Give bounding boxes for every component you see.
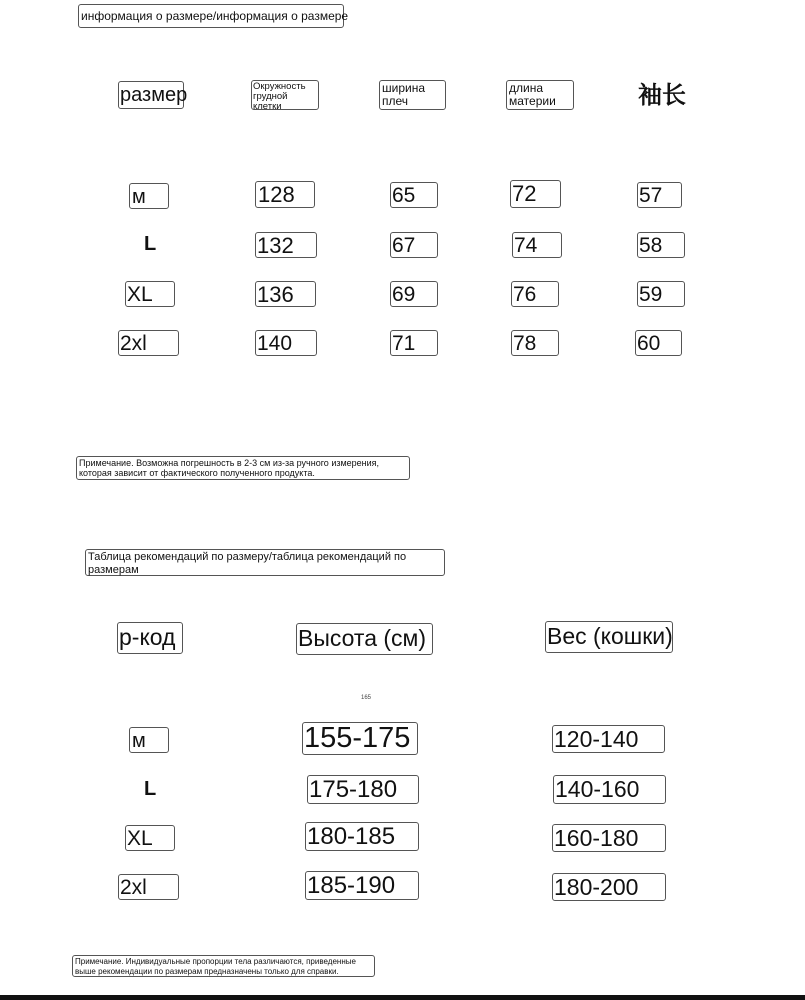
length-cell-xl: 76 [511, 281, 559, 307]
shoulder-cell-2xl: 71 [390, 330, 438, 356]
header-weight: Вес (кошки) [545, 621, 673, 653]
chest-cell-2xl: 140 [255, 330, 317, 356]
recommendation-title: Таблица рекомендаций по размеру/таблица рекомендаций по размерам [85, 549, 445, 576]
weight-cell-xl: 160-180 [552, 824, 666, 852]
shoulder-cell-l: 67 [390, 232, 438, 258]
small-mark: 165 [361, 695, 372, 701]
header-height: Высота (см) [296, 623, 433, 655]
weight-cell-l: 140-160 [553, 775, 666, 804]
chest-cell-xl: 136 [255, 281, 316, 307]
shoulder-cell-m: 65 [390, 182, 438, 208]
sleeve-cell-m: 57 [637, 182, 682, 208]
height-cell-xl: 180-185 [305, 822, 419, 851]
height-cell-2xl: 185-190 [305, 871, 419, 900]
shoulder-cell-xl: 69 [390, 281, 438, 307]
bottom-border [0, 995, 805, 1000]
code-cell-m: м [129, 727, 169, 753]
length-cell-2xl: 78 [511, 330, 559, 356]
code-cell-2xl: 2xl [118, 874, 179, 900]
measurement-note: Примечание. Возможна погрешность в 2-3 см из-за ручного измерения, которая зависит от фактического полученного продукта. [76, 456, 410, 480]
code-cell-l: L [144, 778, 157, 800]
height-cell-l: 175-180 [307, 775, 419, 804]
length-cell-l: 74 [512, 232, 562, 258]
length-cell-m: 72 [510, 180, 561, 208]
header-shoulder: ширина плеч [379, 80, 446, 110]
height-cell-m: 155-175 [302, 722, 418, 755]
size-cell-l: L [144, 233, 157, 255]
header-length: длина материи [506, 80, 574, 110]
sleeve-cell-l: 58 [637, 232, 685, 258]
weight-cell-2xl: 180-200 [552, 873, 666, 901]
size-cell-2xl: 2xl [118, 330, 179, 356]
header-sleeve: 袖长 [638, 82, 686, 109]
header-code: р-код [117, 622, 183, 654]
size-info-title: информация о размере/информация о размере [78, 4, 344, 28]
sleeve-cell-xl: 59 [637, 281, 685, 307]
size-cell-xl: XL [125, 281, 175, 307]
size-cell-m: м [129, 183, 169, 209]
chest-cell-l: 132 [255, 232, 317, 258]
code-cell-xl: XL [125, 825, 175, 851]
sleeve-cell-2xl: 60 [635, 330, 682, 356]
weight-cell-m: 120-140 [552, 725, 665, 753]
header-size: размер [118, 81, 184, 109]
header-chest: Окружность грудной клетки [251, 80, 319, 110]
recommendation-note: Примечание. Индивидуальные пропорции тела различаются, приведенные выше рекомендации по размерам предназначены только для справки. [72, 955, 375, 977]
chest-cell-m: 128 [255, 181, 315, 208]
